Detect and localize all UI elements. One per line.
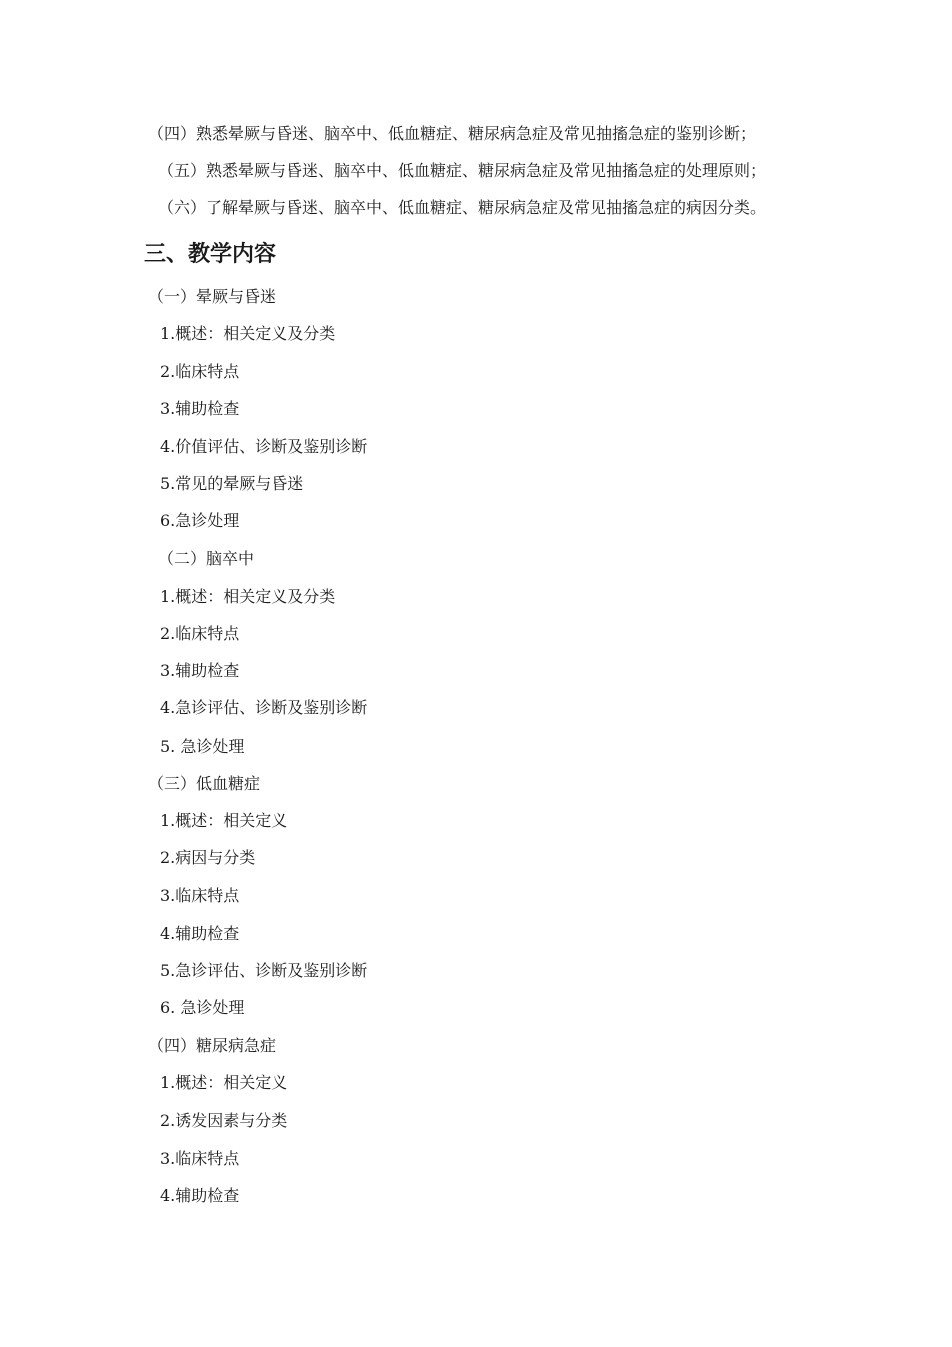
list-item: 2.诱发因素与分类 (160, 1111, 288, 1130)
list-item: 1.概述：相关定义 (160, 1073, 288, 1092)
list-item: 2.临床特点 (160, 624, 240, 643)
list-item: 2.病因与分类 (160, 848, 256, 867)
list-item: 3.辅助检查 (160, 661, 240, 680)
list-item: 1.概述：相关定义 (160, 811, 288, 830)
list-item: 4.辅助检查 (160, 1186, 240, 1205)
list-item: 5.常见的晕厥与昏迷 (160, 474, 304, 493)
subsection-title: （二）脑卒中 (158, 549, 255, 568)
section-heading: 三、教学内容 (144, 242, 277, 267)
subsection-title: （一）晕厥与昏迷 (148, 287, 277, 306)
list-item: 6. 急诊处理 (160, 998, 245, 1017)
subsection-title: （三）低血糖症 (148, 774, 261, 793)
objective-line: （六）了解晕厥与昏迷、脑卒中、低血糖症、糖尿病急症及常见抽搐急症的病因分类。 (158, 198, 767, 217)
list-item: 3.辅助检查 (160, 399, 240, 418)
list-item: 1.概述：相关定义及分类 (160, 324, 336, 343)
objective-line: （四）熟悉晕厥与昏迷、脑卒中、低血糖症、糖尿病急症及常见抽搐急症的鉴别诊断； (148, 124, 757, 143)
list-item: 1.概述：相关定义及分类 (160, 587, 336, 606)
list-item: 3.临床特点 (160, 886, 240, 905)
list-item: 5.急诊评估、诊断及鉴别诊断 (160, 961, 368, 980)
list-item: 3.临床特点 (160, 1149, 240, 1168)
list-item: 4.急诊评估、诊断及鉴别诊断 (160, 698, 368, 717)
list-item: 5. 急诊处理 (160, 737, 245, 756)
list-item: 4.辅助检查 (160, 924, 240, 943)
subsection-title: （四）糖尿病急症 (148, 1036, 277, 1055)
objective-line: （五）熟悉晕厥与昏迷、脑卒中、低血糖症、糖尿病急症及常见抽搐急症的处理原则； (158, 161, 767, 180)
list-item: 2.临床特点 (160, 362, 240, 381)
list-item: 6.急诊处理 (160, 511, 240, 530)
list-item: 4.价值评估、诊断及鉴别诊断 (160, 437, 368, 456)
